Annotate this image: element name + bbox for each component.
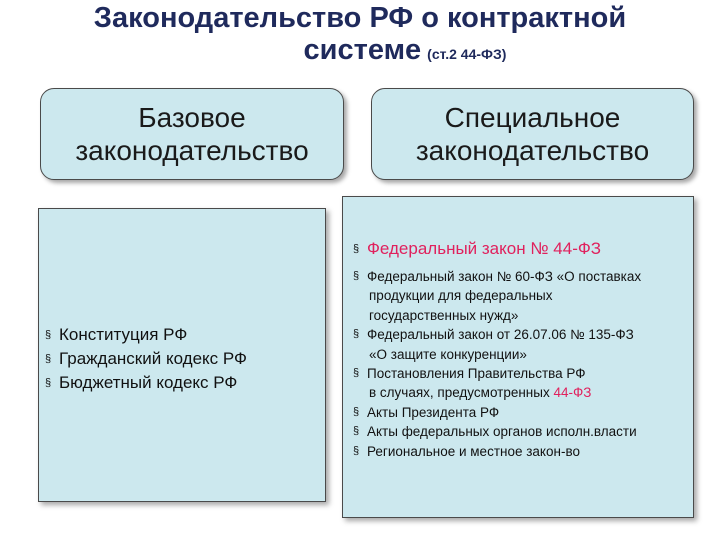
bullet-icon: § [353, 405, 360, 418]
list-item-continuation: «О защите конкуренции» [369, 346, 527, 362]
title-subscript: (ст.2 44-ФЗ) [427, 46, 507, 62]
list-item [353, 403, 641, 422]
special-legislation-list [353, 267, 641, 461]
list-item-continuation: продукции для федеральных [369, 288, 553, 304]
basic-legislation-panel [38, 208, 326, 502]
bullet-icon: § [45, 377, 52, 389]
special-header-line-1: Специальное [444, 102, 621, 133]
list-item [45, 323, 247, 347]
list-item-continuation [353, 383, 641, 402]
list-item-text: Гражданский кодекс РФ [59, 349, 247, 368]
bullet-icon: § [45, 353, 52, 365]
bullet-icon: § [353, 444, 360, 457]
bullet-icon: § [353, 243, 360, 255]
list-item-text: Акты Президента РФ [367, 404, 500, 420]
basic-legislation-header [40, 88, 344, 180]
highlighted-law-item [353, 239, 601, 259]
basic-header-line-2: законодательство [75, 135, 309, 166]
special-legislation-header [371, 88, 694, 180]
list-item [353, 325, 641, 364]
basic-header-line-1: Базовое [138, 102, 246, 133]
title-line-1: Законодательство РФ о контрактной [93, 2, 627, 34]
list-item-text: Постановления Правительства РФ [367, 366, 586, 382]
list-item-text: Региональное и местное закон-во [367, 443, 580, 459]
bullet-icon: § [353, 367, 360, 380]
list-item [353, 364, 641, 403]
list-item-text: Федеральный закон от 26.07.06 № 135-ФЗ [367, 327, 634, 343]
list-item-continuation: государственных нужд» [369, 307, 519, 323]
bullet-icon: § [45, 329, 52, 341]
list-item-text: Акты федеральных органов исполн.власти [367, 424, 637, 440]
special-header-line-2: законодательство [415, 135, 650, 166]
bullet-icon: § [353, 328, 360, 341]
bullet-icon: § [353, 270, 360, 282]
list-item-text: Федеральный закон № 60-ФЗ «О поставках [367, 269, 642, 284]
list-item-text: Бюджетный кодекс РФ [59, 373, 238, 392]
list-item [353, 422, 641, 441]
list-item [45, 347, 247, 371]
list-item [353, 267, 641, 325]
list-item [45, 371, 247, 395]
highlighted-law-text: Федеральный закон № 44-ФЗ [367, 239, 602, 258]
slide-title [0, 2, 720, 70]
basic-legislation-list [45, 323, 247, 395]
bullet-icon: § [353, 425, 360, 438]
title-line-2 [0, 34, 720, 70]
list-item [353, 442, 641, 461]
continuation-text: в случаях, предусмотренных [369, 385, 554, 401]
title-word: системе [303, 34, 422, 66]
highlighted-law-ref: 44-ФЗ [553, 385, 592, 401]
special-legislation-panel [342, 196, 694, 518]
list-item-text: Конституция РФ [59, 325, 188, 344]
